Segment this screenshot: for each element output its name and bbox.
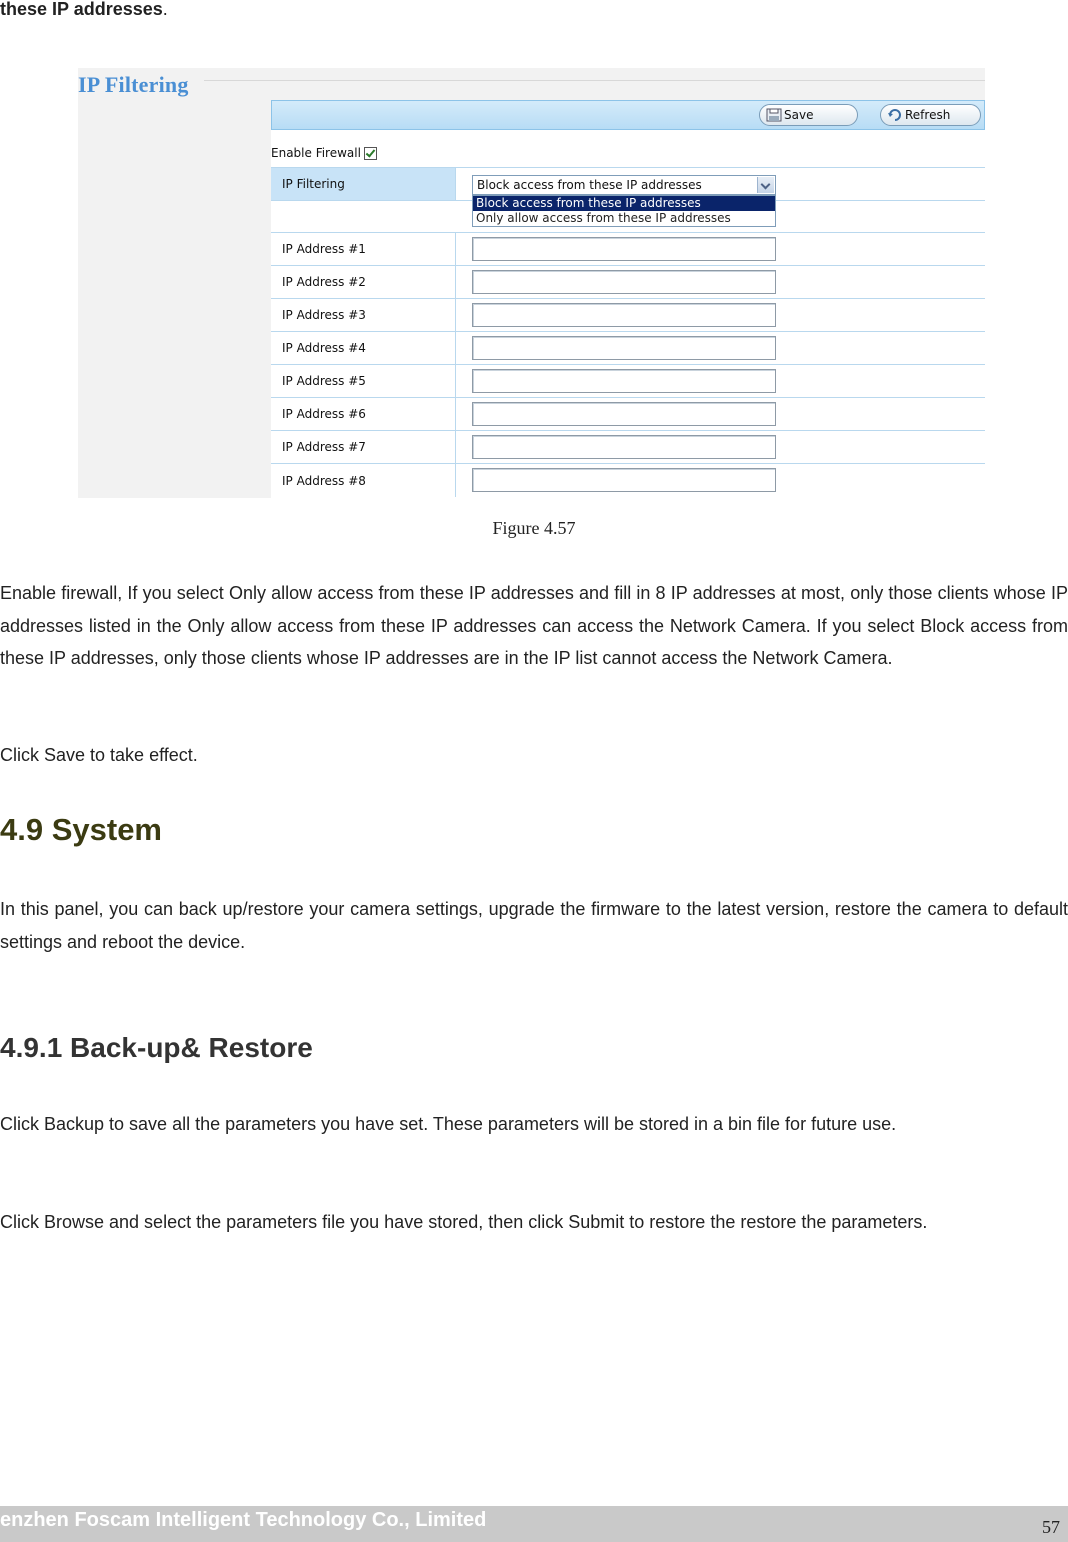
footer-company: enzhen Foscam Intelligent Technology Co., Limited	[0, 1509, 487, 1531]
ip-address-input[interactable]	[472, 237, 776, 261]
enable-firewall-checkbox[interactable]	[364, 147, 377, 160]
ip-address-input[interactable]	[472, 468, 776, 492]
dropdown-option[interactable]: Block access from these IP addresses	[473, 196, 775, 211]
spacer-row	[271, 201, 985, 233]
ip-filtering-select[interactable]	[472, 175, 776, 195]
ip-address-input[interactable]	[472, 303, 776, 327]
save-icon	[766, 108, 782, 122]
chevron-down-icon[interactable]	[757, 177, 774, 193]
ip-address-input[interactable]	[472, 435, 776, 459]
ip-address-row	[271, 398, 985, 431]
ip-address-row	[271, 233, 985, 266]
ip-filtering-screenshot	[78, 68, 985, 498]
screenshot-title: IP Filtering	[78, 72, 189, 97]
title-divider	[204, 80, 985, 81]
ip-address-label: IP Address #1	[271, 233, 456, 265]
refresh-button[interactable]	[880, 104, 981, 126]
ip-address-label: IP Address #2	[271, 266, 456, 298]
page-number: 57	[1042, 1517, 1060, 1537]
top-fragment-bold: these IP addresses	[0, 0, 163, 19]
ip-filtering-label: IP Filtering	[271, 168, 456, 200]
ip-address-input[interactable]	[472, 402, 776, 426]
settings-panel	[271, 100, 985, 498]
refresh-label: Refresh	[905, 108, 951, 122]
figure-caption: Figure 4.57	[492, 518, 576, 538]
enable-firewall-row	[271, 146, 377, 160]
ip-address-input[interactable]	[472, 270, 776, 294]
top-fragment	[0, 0, 168, 18]
ip-address-label: IP Address #8	[271, 464, 456, 497]
ip-address-row	[271, 431, 985, 464]
paragraph-system: In this panel, you can back up/restore your camera settings, upgrade the firmware to the latest version, restore the camera to default settings and reboot the device.	[0, 899, 1068, 952]
ip-filtering-row	[271, 167, 985, 225]
top-fragment-tail: .	[162, 0, 168, 19]
paragraph-backup: Click Backup to save all the parameters you have set. These parameters will be stored in a bin file for future use.	[0, 1114, 897, 1134]
ip-address-label: IP Address #7	[271, 431, 456, 463]
paragraph-save: Click Save to take effect.	[0, 745, 198, 765]
save-label: Save	[784, 108, 814, 122]
ip-address-label: IP Address #5	[271, 365, 456, 397]
ip-address-input[interactable]	[472, 369, 776, 393]
page-footer	[0, 1506, 1068, 1542]
paragraph-restore: Click Browse and select the parameters file you have stored, then click Submit to restore the restore the parameters.	[0, 1212, 928, 1232]
section-heading: 4.9 System	[0, 812, 162, 847]
ip-address-row	[271, 464, 985, 497]
toolbar	[271, 100, 985, 130]
ip-address-input[interactable]	[472, 336, 776, 360]
select-value: Block access from these IP addresses	[477, 178, 702, 192]
refresh-icon	[887, 108, 903, 122]
ip-address-label: IP Address #3	[271, 299, 456, 331]
ip-address-row	[271, 332, 985, 365]
enable-firewall-label: Enable Firewall	[271, 146, 361, 160]
ip-address-label: IP Address #6	[271, 398, 456, 430]
save-button[interactable]	[759, 104, 858, 126]
subsection-heading: 4.9.1 Back-up& Restore	[0, 1032, 313, 1063]
paragraph-firewall: Enable firewall, If you select Only allow access from these IP addresses and fill in 8 IP addresses at most, only those clients whose IP addresses listed in the Only allow access from these IP addresses can access the Network Camera. If you select Block access from these IP addresses, only those clients whose IP addresses are in the IP list cannot access the Network Camera.	[0, 583, 1068, 668]
dropdown-option[interactable]: Only allow access from these IP addresses	[476, 211, 731, 225]
ip-address-row	[271, 365, 985, 398]
ip-address-label: IP Address #4	[271, 332, 456, 364]
ip-address-row	[271, 266, 985, 299]
ip-address-row	[271, 299, 985, 332]
